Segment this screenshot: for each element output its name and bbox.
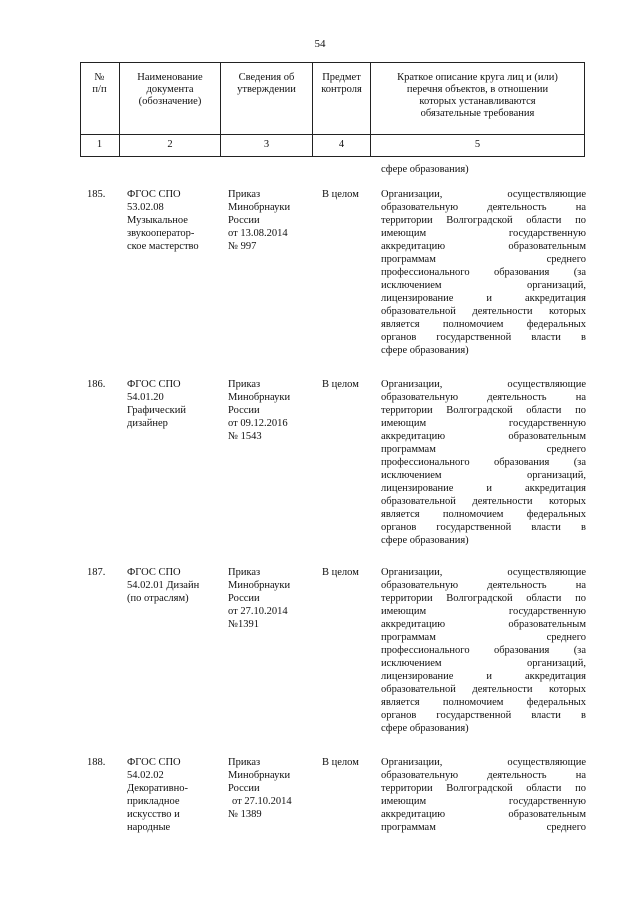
description-line: является полномочием федеральных — [381, 319, 586, 330]
description-line: является полномочием федеральных — [381, 509, 586, 520]
document-name-line: Декоративно- — [127, 783, 188, 794]
control-subject: В целом — [322, 379, 359, 390]
description-line: программам среднего — [381, 444, 586, 455]
description-line: образовательную деятельность на — [381, 202, 586, 213]
approval-info — [228, 378, 312, 443]
description-line: образовательную деятельность на — [381, 392, 586, 403]
document-name-line: 54.01.20 — [127, 392, 164, 403]
document-name-line: искусство и — [127, 809, 180, 820]
description-line: лицензирование и аккредитация — [381, 483, 586, 494]
description-line: профессионального образования (за — [381, 267, 586, 278]
approval-info-line: Минобрнауки — [228, 580, 291, 591]
header-col-description: Краткое описание круга лиц и (или) перечня объектов, в отношении которых устанавливаются обязательные требования — [397, 72, 558, 119]
document-name-line: ФГОС СПО — [127, 757, 181, 768]
description-line: сфере образования) — [381, 345, 469, 356]
description-line: образовательной деятельности которых — [381, 306, 586, 317]
description-line: органов государственной власти в — [381, 332, 586, 343]
description-line: органов государственной власти в — [381, 522, 586, 533]
description-line: является полномочием федеральных — [381, 697, 586, 708]
description-line: профессионального образования (за — [381, 457, 586, 468]
document-name-line: Графический — [127, 405, 186, 416]
approval-info-line: № 997 — [228, 241, 257, 252]
approval-info-line: Приказ — [228, 757, 261, 768]
approval-info-line: от 09.12.2016 — [228, 418, 288, 429]
description-line: сфере образования) — [381, 723, 469, 734]
approval-info-line: Минобрнауки — [228, 770, 291, 781]
approval-info — [228, 566, 312, 631]
approval-info-line: от 13.08.2014 — [228, 228, 288, 239]
description-line: исключением организаций, — [381, 470, 586, 481]
column-number-5: 5 — [474, 139, 481, 150]
approval-info-line: России — [228, 783, 260, 794]
description — [381, 188, 586, 357]
description-line: образовательной деятельности которых — [381, 684, 586, 695]
header-col-approval: Сведения об утверждении — [237, 72, 296, 95]
control-subject: В целом — [322, 757, 359, 768]
document-name-line: ское мастерство — [127, 241, 199, 252]
document-name-line: ФГОС СПО — [127, 567, 181, 578]
approval-info-line: № 1543 — [228, 431, 262, 442]
document-name-line: 54.02.01 Дизайн — [127, 580, 200, 591]
approval-info-line: № 1389 — [228, 809, 262, 820]
approval-info-line: Приказ — [228, 567, 261, 578]
document-name — [127, 756, 219, 834]
table-header — [80, 62, 585, 158]
document-name-line: ФГОС СПО — [127, 379, 181, 390]
description-line: Организации, осуществляющие — [381, 757, 586, 768]
description-line: территории Волгоградской области по — [381, 593, 586, 604]
description-line: Организации, осуществляющие — [381, 379, 586, 390]
document-name-line: (по отраслям) — [127, 593, 189, 604]
description-line: исключением организаций, — [381, 658, 586, 669]
approval-info-line: от 27.10.2014 — [228, 606, 288, 617]
description-line: имеющим государственную — [381, 228, 586, 239]
description-line: Организации, осуществляющие — [381, 189, 586, 200]
description-line: территории Волгоградской области по — [381, 783, 586, 794]
description-line: программам среднего — [381, 632, 586, 643]
document-name-line: дизайнер — [127, 418, 168, 429]
carryover-text: сфере образования) — [381, 164, 469, 175]
description-line: профессионального образования (за — [381, 645, 586, 656]
approval-info-line: Приказ — [228, 189, 261, 200]
description-line: аккредитацию образовательным — [381, 619, 586, 630]
approval-info-line: Минобрнауки — [228, 202, 291, 213]
description-line: территории Волгоградской области по — [381, 215, 586, 226]
approval-info-line: России — [228, 405, 260, 416]
description-line: образовательной деятельности которых — [381, 496, 586, 507]
approval-info-line: Минобрнауки — [228, 392, 291, 403]
description — [381, 378, 586, 547]
row-number: 185. — [87, 189, 106, 200]
description-line: исключением организаций, — [381, 280, 586, 291]
description-line: территории Волгоградской области по — [381, 405, 586, 416]
approval-info-line: от 27.10.2014 — [232, 796, 292, 807]
page-number: 54 — [314, 38, 326, 50]
document-name — [127, 188, 219, 253]
description-line: сфере образования) — [381, 535, 469, 546]
header-col-number: № п/п — [92, 72, 107, 95]
description-line: программам среднего — [381, 254, 586, 265]
header-col-subject: Предмет контроля — [321, 72, 362, 95]
document-name-line: 53.02.08 — [127, 202, 164, 213]
description-line: имеющим государственную — [381, 418, 586, 429]
description-line: аккредитацию образовательным — [381, 431, 586, 442]
description-line: образовательную деятельность на — [381, 770, 586, 781]
approval-info — [228, 756, 312, 821]
row-number: 188. — [87, 757, 106, 768]
approval-info-line: Приказ — [228, 379, 261, 390]
row-number: 187. — [87, 567, 106, 578]
approval-info-line: России — [228, 215, 260, 226]
description-line: аккредитацию образовательным — [381, 241, 586, 252]
row-number: 186. — [87, 379, 106, 390]
description — [381, 566, 586, 735]
column-number-1: 1 — [96, 139, 103, 150]
document-name-line: ФГОС СПО — [127, 189, 181, 200]
description-line: аккредитацию образовательным — [381, 809, 586, 820]
description-line: лицензирование и аккредитация — [381, 671, 586, 682]
document-name-line: 54.02.02 — [127, 770, 164, 781]
document-name-line: звукооператор- — [127, 228, 195, 239]
description-line: имеющим государственную — [381, 606, 586, 617]
control-subject: В целом — [322, 189, 359, 200]
description-line: программам среднего — [381, 822, 586, 833]
description-line: Организации, осуществляющие — [381, 567, 586, 578]
description-line: органов государственной власти в — [381, 710, 586, 721]
approval-info-line: №1391 — [228, 619, 260, 630]
description — [381, 756, 586, 834]
document-name-line: Музыкальное — [127, 215, 188, 226]
control-subject: В целом — [322, 567, 359, 578]
description-line: имеющим государственную — [381, 796, 586, 807]
document-name-line: прикладное — [127, 796, 180, 807]
document-name — [127, 378, 219, 430]
description-line: образовательную деятельность на — [381, 580, 586, 591]
column-number-2: 2 — [167, 139, 173, 150]
approval-info-line: России — [228, 593, 260, 604]
column-number-3: 3 — [263, 139, 270, 150]
document-name-line: народные — [127, 822, 171, 833]
document-name — [127, 566, 219, 605]
column-number-4: 4 — [338, 139, 345, 150]
approval-info — [228, 188, 312, 253]
header-col-document: Наименование документа (обозначение) — [137, 72, 203, 107]
description-line: лицензирование и аккредитация — [381, 293, 586, 304]
